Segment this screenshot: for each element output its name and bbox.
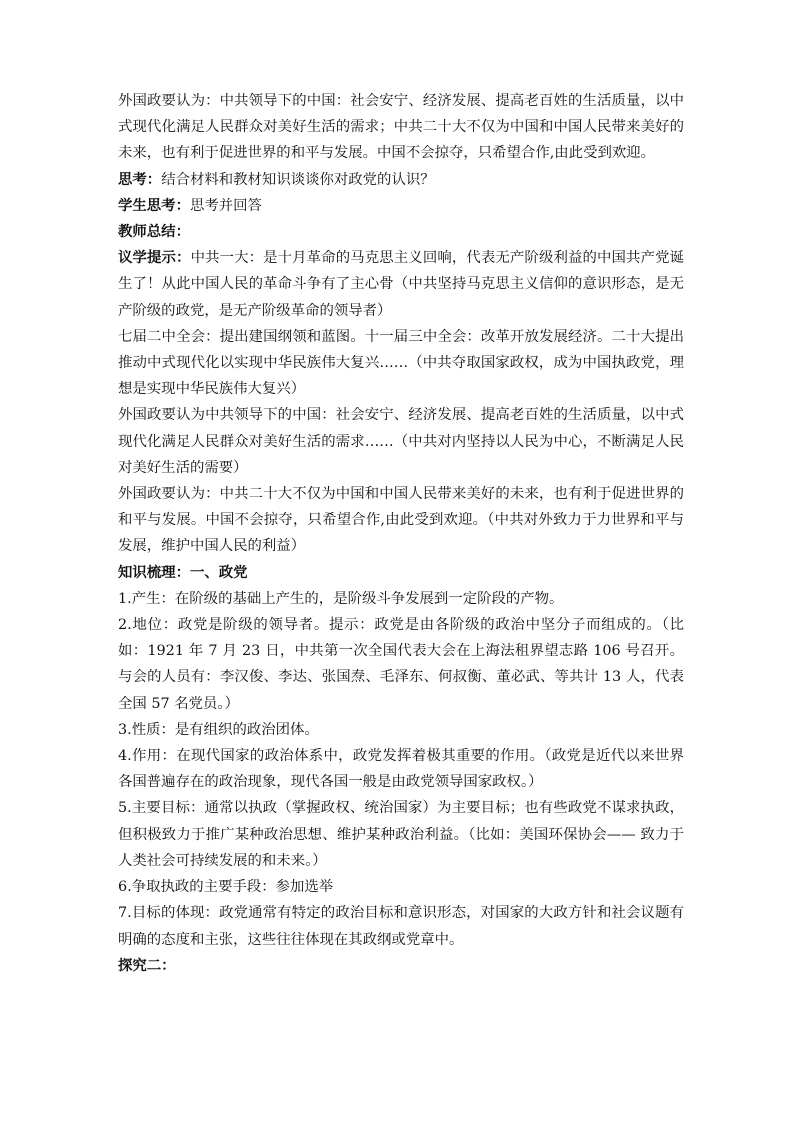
- thinking-label: 思考：: [118, 170, 162, 188]
- list-item-text: 3.性质：是有组织的政治团体。: [118, 721, 319, 738]
- paragraph-text: 外国政要认为：中共二十大不仅为中国和中国人民带来美好的未来，也有利于促进世界的和平与发展。中国不会掠夺，只希望合作,由此受到欢迎。（中共对外致力于力世界和平与发展，维护中国人民的利益）: [118, 486, 684, 555]
- document-body: [118, 88, 684, 979]
- list-item-status: [118, 612, 684, 717]
- list-item-means: [118, 874, 684, 900]
- discussion-hint-label: 议学提示：: [118, 249, 191, 267]
- list-item-text: 7.目标的体现：政党通常有特定的政治目标和意识形态，对国家的大政方针和社会议题有明确的态度和主张，这些往往体现在其政纲或党章中。: [118, 905, 684, 948]
- thinking-question: 结合材料和教材知识谈谈你对政党的认识？: [161, 171, 435, 188]
- list-item-text: 4.作用：在现代国家的政治体系中，政党发挥着极其重要的作用。（政党是近代以来世界各国普遍存在的政治现象，现代各国一般是由政党领导国家政权。）: [118, 748, 684, 791]
- list-item-text: 2.地位：政党是阶级的领导者。提示：政党是由各阶级的政治中坚分子而组成的。（比如：1921 年 7 月 23 日，中共第一次全国代表大会在上海法租界望志路 106 号召开。与会的人员有：李汉俊、李达、张国焘、毛泽东、何叔衡、董必武、等共计 13 人，代表全国 57 名党员。）: [118, 617, 684, 712]
- list-item-text: 6.争取执政的主要手段：参加选举: [118, 879, 334, 896]
- paragraph-knowledge-heading: [118, 560, 684, 586]
- knowledge-heading: 知识梳理：一、政党: [118, 563, 248, 581]
- paragraph-teacher-summary: [118, 219, 684, 245]
- paragraph-text: 外国政要认为：中共领导下的中国：社会安宁、经济发展、提高老百姓的生活质量，以中式现代化满足人民群众对美好生活的需求；中共二十大不仅为中国和中国人民带来美好的未来，也有利于促进世界的和平与发展。中国不会掠夺，只希望合作,由此受到欢迎。: [118, 93, 684, 162]
- inquiry-two-heading: 探究二：: [118, 956, 176, 974]
- paragraph-plenary-sessions: [118, 324, 684, 403]
- teacher-summary-label: 教师总结：: [118, 223, 190, 241]
- list-item-nature: [118, 717, 684, 743]
- list-item-text: 1.产生：在阶级的基础上产生的，是阶级斗争发展到一定阶段的产物。: [118, 590, 564, 607]
- list-item-text: 5.主要目标：通常以执政（掌握政权、统治国家）为主要目标；也有些政党不谋求执政，但积极致力于推广某种政治思想、维护某种政治利益。（比如：美国环保协会—— 致力于人类社会可持续发展的和未来。）: [118, 800, 684, 869]
- list-item-goal-embodiment: [118, 900, 684, 952]
- paragraph-domestic-view: [118, 402, 684, 481]
- paragraph-text: 七届二中全会：提出建国纲领和蓝图。十一届三中全会：改革开放发展经济。二十大提出推动中式现代化以实现中华民族伟大复兴……（中共夺取国家政权，成为中国执政党，理想是实现中华民族伟大复兴）: [118, 328, 684, 398]
- student-thinking-label: 学生思考：: [118, 196, 190, 214]
- paragraph-inquiry-two: [118, 953, 684, 979]
- paragraph-discussion-hint: [118, 245, 684, 324]
- list-item-role: [118, 743, 684, 795]
- student-thinking-text: 思考并回答: [189, 197, 262, 214]
- paragraph-foreign-view: [118, 88, 684, 167]
- paragraph-thinking: [118, 167, 684, 193]
- list-item-origin: [118, 586, 684, 612]
- discussion-hint-text: 中共一大：是十月革命的马克思主义回响，代表无产阶级利益的中国共产党诞生了！从此中国人民的革命斗争有了主心骨（中共坚持马克思主义信仰的意识形态，是无产阶级的政党，是无产阶级革命的领导者）: [118, 250, 684, 319]
- list-item-main-goal: [118, 795, 684, 874]
- paragraph-international-view: [118, 481, 684, 560]
- paragraph-text: 外国政要认为中共领导下的中国：社会安宁、经济发展、提高老百姓的生活质量，以中式现代化满足人民群众对美好生活的需求……（中共对内坚持以人民为中心，不断满足人民对美好生活的需要）: [118, 407, 684, 476]
- paragraph-student-thinking: [118, 193, 684, 219]
